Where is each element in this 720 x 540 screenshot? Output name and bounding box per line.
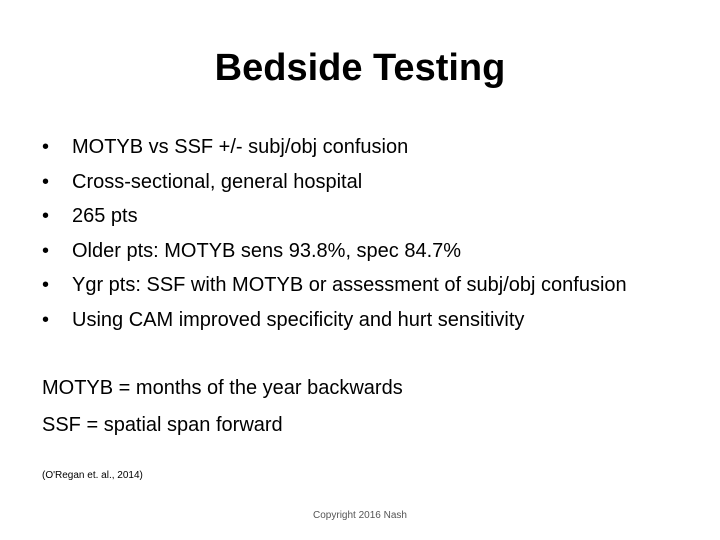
slide-title: Bedside Testing <box>214 47 506 89</box>
definition-ssf: SSF = spatial span forward <box>42 414 283 436</box>
bullet-dot: • <box>42 205 50 227</box>
bullet-dot: • <box>42 136 50 158</box>
bullet-text: Ygr pts: SSF with MOTYB or assessment of subj/obj confusion <box>72 274 627 296</box>
bullet-text: Older pts: MOTYB sens 93.8%, spec 84.7% <box>72 239 462 262</box>
bullet-item <box>42 130 702 165</box>
bullet-dot: • <box>42 239 50 262</box>
bullet-dot: • <box>42 170 50 193</box>
bullet-text: 265 pts <box>72 205 138 227</box>
definitions <box>42 370 403 444</box>
bullet-dot: • <box>42 274 50 296</box>
bullet-item <box>42 165 702 200</box>
bullet-item <box>42 199 702 234</box>
bullet-text: MOTYB vs SSF +/- subj/obj confusion <box>72 136 409 158</box>
bullet-item <box>42 303 702 338</box>
bullet-text: Cross-sectional, general hospital <box>72 170 363 193</box>
definition-motyb: MOTYB = months of the year backwards <box>42 377 403 399</box>
bullet-text: Using CAM improved specificity and hurt sensitivity <box>72 308 525 331</box>
bullet-item <box>42 234 702 269</box>
copyright-footer: Copyright 2016 Nash <box>313 510 407 521</box>
bullet-list <box>42 130 702 337</box>
bullet-dot: • <box>42 308 50 331</box>
bullet-item <box>42 268 702 303</box>
citation: (O'Regan et. al., 2014) <box>42 470 143 481</box>
